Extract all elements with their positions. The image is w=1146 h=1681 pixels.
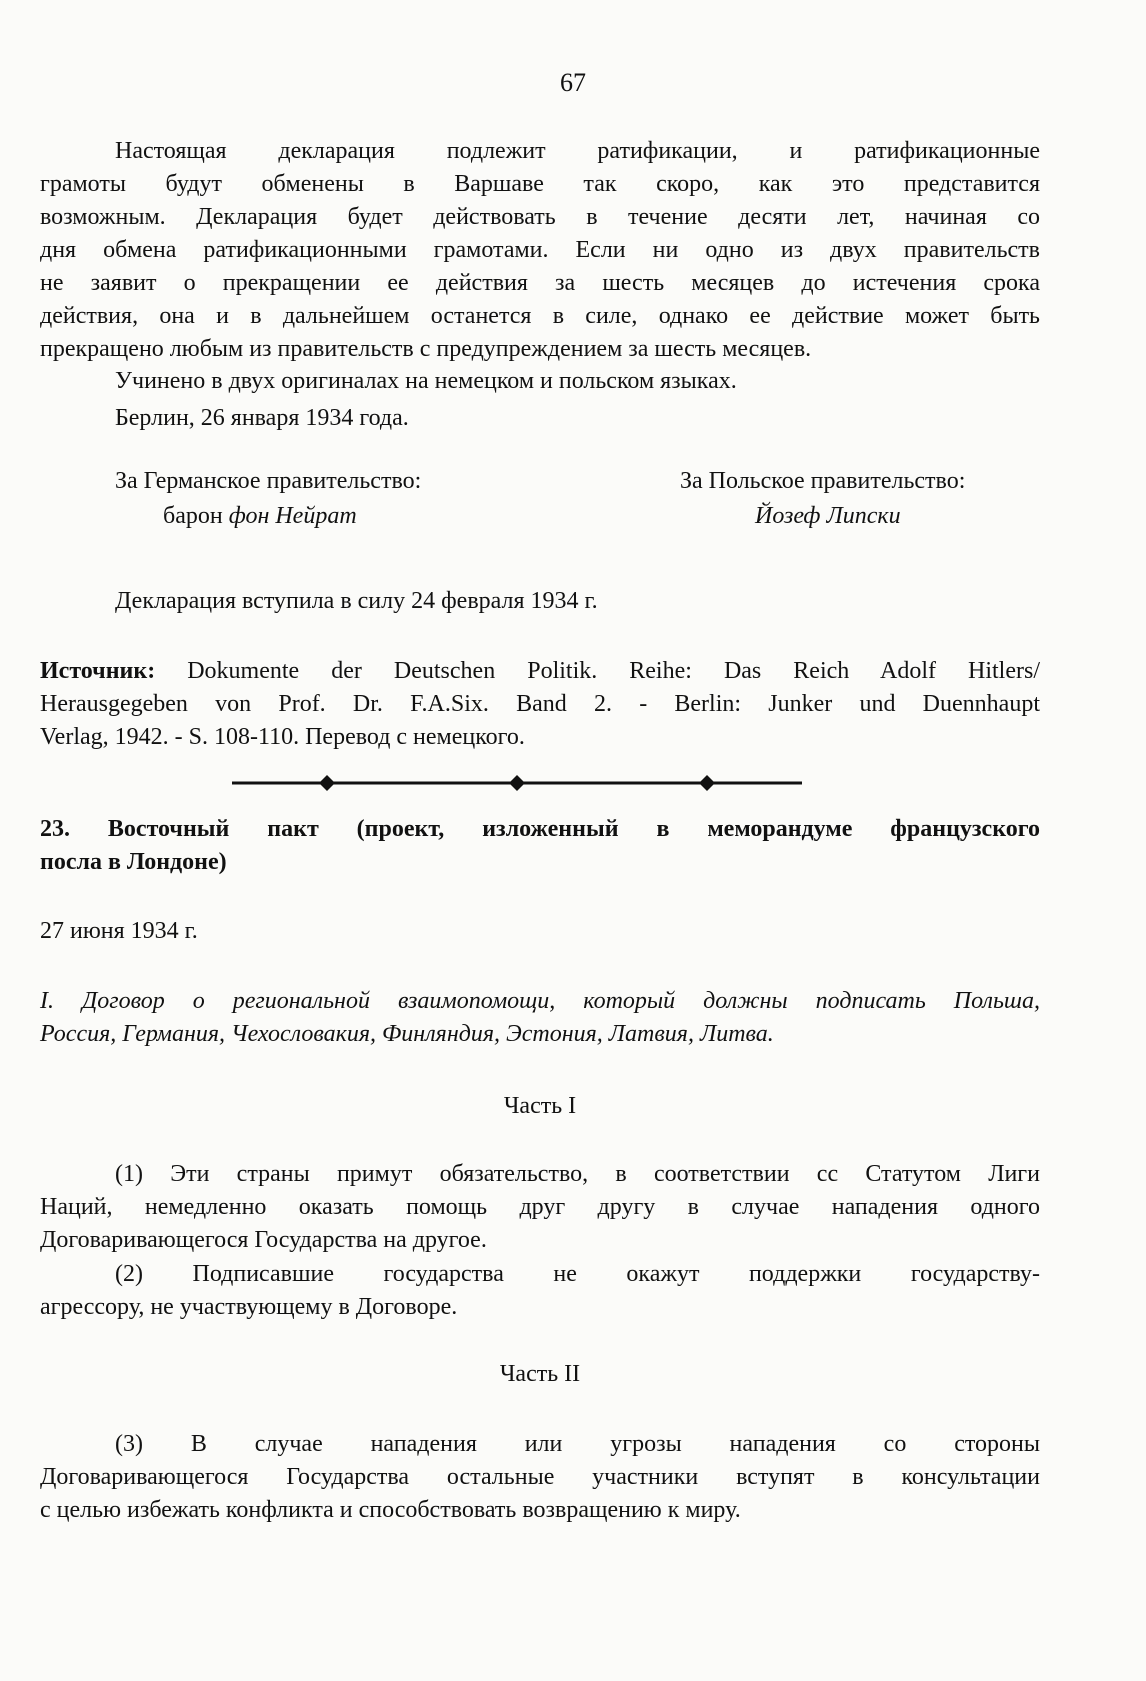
text-line: Договаривающегося Государства остальные участники вступят в консультации: [40, 1464, 1040, 1490]
document-title: [40, 813, 1040, 879]
treaty-intro: [40, 985, 1040, 1051]
text-line: Наций, немедленно оказать помощь друг другу в случае нападения одного: [40, 1194, 1040, 1220]
text-line: I. Договор о региональной взаимопомощи, который должны подписать Польша,: [40, 988, 1040, 1014]
article-1: [40, 1158, 1040, 1257]
text-line: с целью избежать конфликта и способствовать возвращению к миру.: [40, 1497, 741, 1523]
part-1-heading: Часть I: [503, 1093, 577, 1119]
polish-signature-title: За Польское правительство:: [680, 468, 966, 494]
text-line: дня обмена ратификационными грамотами. Если ни одно из двух правительств: [40, 237, 1040, 263]
source-label: Источник:: [40, 658, 156, 684]
german-signature-title: За Германское правительство:: [115, 468, 422, 494]
german-signatory: [163, 500, 357, 533]
place-date: Берлин, 26 января 1934 года.: [115, 405, 409, 431]
text-line: (1) Эти страны примут обязательство, в соответствии сс Статутом Лиги: [115, 1161, 1040, 1187]
text-line: Настоящая декларация подлежит ратификации, и ратификационные: [115, 138, 1040, 164]
source-citation: [40, 655, 1040, 754]
originals-note: Учинено в двух оригиналах на немецком и польском языках.: [115, 368, 737, 394]
text-line: Договаривающегося Государства на другое.: [40, 1227, 487, 1253]
text-line: (3) В случае нападения или угрозы нападения со стороны: [115, 1431, 1040, 1457]
title-line: посла в Лондоне): [40, 849, 227, 875]
text-line: грамоты будут обменены в Варшаве так скоро, как это представится: [40, 171, 1040, 197]
polish-signatory: Йозеф Липски: [755, 503, 901, 529]
text-line: действия, она и в дальнейшем останется в силе, однако ее действие может быть: [40, 303, 1040, 329]
text-line: не заявит о прекращении ее действия за шесть месяцев до истечения срока: [40, 270, 1040, 296]
text-line: Источник: Dokumente der Deutschen Politik. Reihe: Das Reich Adolf Hitlers/: [40, 658, 1040, 684]
text-line: Россия, Германия, Чехословакия, Финляндия, Эстония, Латвия, Литва.: [40, 1021, 774, 1047]
signatory-prefix: барон: [163, 503, 223, 529]
title-line: 23. Восточный пакт (проект, изложенный в меморандуме французского: [40, 816, 1040, 842]
text-line: (2) Подписавшие государства не окажут поддержки государству-: [115, 1261, 1040, 1287]
section-divider: [232, 775, 802, 791]
text-line: Herausgegeben von Prof. Dr. F.A.Six. Band 2. - Berlin: Junker und Duennhaupt: [40, 691, 1040, 717]
document-date: 27 июня 1934 г.: [40, 918, 198, 944]
text-line: возможным. Декларация будет действовать в течение десяти лет, начиная со: [40, 204, 1040, 230]
ratification-paragraph: [40, 135, 1040, 366]
page-number: 67: [560, 68, 586, 97]
part-2-heading: Часть II: [499, 1361, 581, 1387]
entry-into-force: Декларация вступила в силу 24 февраля 1934 г.: [115, 588, 598, 614]
text-line: прекращено любым из правительств с предупреждением за шесть месяцев.: [40, 336, 812, 362]
text-line: агрессору, не участвующему в Договоре.: [40, 1294, 458, 1320]
article-2: [40, 1258, 1040, 1324]
article-3: [40, 1428, 1040, 1527]
signatory-name: фон Нейрат: [228, 503, 357, 529]
text-line: Verlag, 1942. - S. 108-110. Перевод с немецкого.: [40, 724, 525, 750]
